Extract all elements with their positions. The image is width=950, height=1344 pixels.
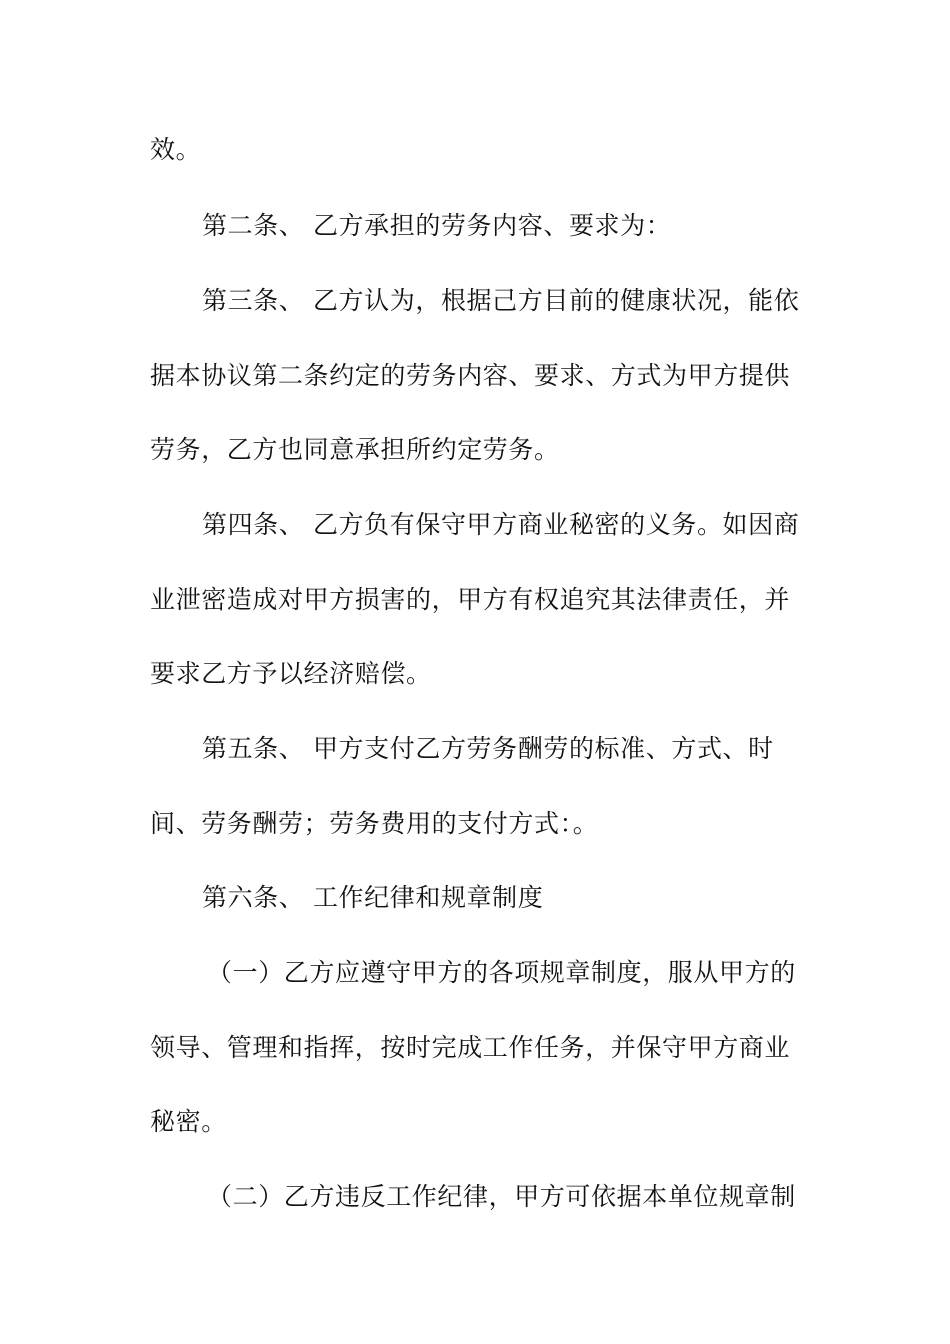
text-line-14: 秘密。 (150, 1107, 227, 1136)
text-line-15: （二）乙方违反工作纪律，甲方可依据本单位规章制 (207, 1182, 796, 1211)
text-line-6: 第四条、 乙方负有保守甲方商业秘密的义务。如因商 (202, 510, 800, 539)
text-line-13: 领导、管理和指挥，按时完成工作任务，并保守甲方商业 (150, 1033, 791, 1062)
text-line-3: 第三条、 乙方认为，根据己方目前的健康状况，能依 (202, 286, 800, 315)
text-line-8: 要求乙方予以经济赔偿。 (150, 659, 432, 688)
text-line-9: 第五条、 甲方支付乙方劳务酬劳的标准、方式、时 (202, 734, 774, 763)
text-line-7: 业泄密造成对甲方损害的，甲方有权追究其法律责任，并 (150, 585, 791, 614)
text-line-4: 据本协议第二条约定的劳务内容、要求、方式为甲方提供 (150, 361, 791, 390)
text-line-1: 效。 (150, 135, 202, 164)
text-line-12: （一）乙方应遵守甲方的各项规章制度，服从甲方的 (207, 958, 796, 987)
text-line-5: 劳务，乙方也同意承担所约定劳务。 (150, 435, 560, 464)
text-line-2: 第二条、 乙方承担的劳务内容、要求为： (202, 211, 672, 240)
text-line-11: 第六条、 工作纪律和规章制度 (202, 883, 544, 912)
text-line-10: 间、劳务酬劳；劳务费用的支付方式：。 (150, 809, 599, 838)
